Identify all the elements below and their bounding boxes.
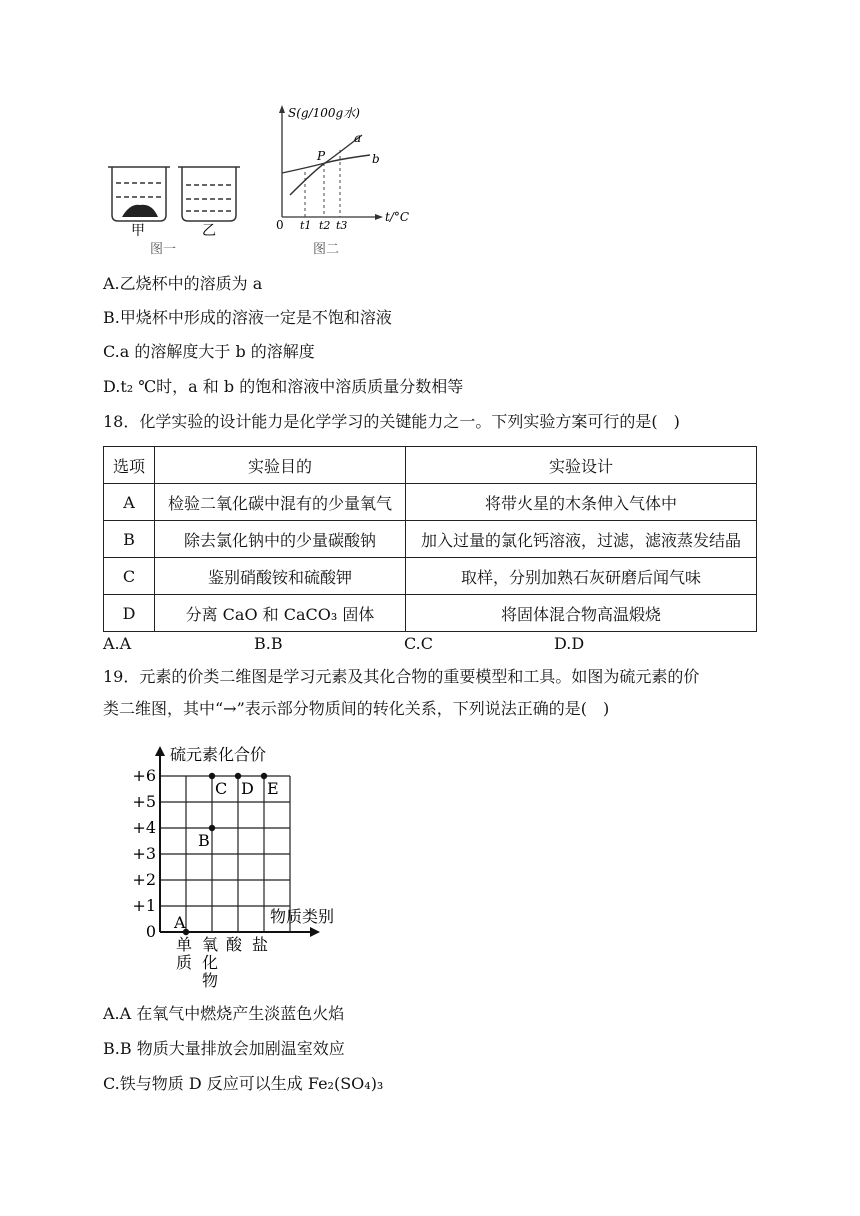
point-label: D — [241, 779, 254, 798]
table-cell: 除去氯化钠中的少量碳酸钠 — [155, 521, 406, 558]
q17-figure — [100, 95, 440, 260]
table-cell: 鉴别硝酸铵和硫酸钾 — [155, 558, 406, 595]
y-tick-label: +5 — [132, 792, 156, 811]
table-row — [104, 595, 757, 632]
table-header: 实验设计 — [406, 447, 757, 484]
q18-choice-c[interactable]: C.C — [404, 634, 433, 653]
tick-t1: t1 — [300, 219, 312, 232]
y-axis-title: 硫元素化合价 — [170, 745, 267, 764]
table-cell: 加入过量的氯化钙溶液，过滤，滤液蒸发结晶 — [406, 521, 757, 558]
curve-b — [282, 155, 370, 173]
y-tick-label: +2 — [132, 870, 156, 889]
table-cell: 将带火星的木条伸入气体中 — [406, 484, 757, 521]
x-category-label: 单 — [175, 935, 193, 954]
q18-stem: 18．化学实验的设计能力是化学学习的关键能力之一。下列实验方案可行的是( ) — [103, 412, 680, 431]
x-category-label: 物 — [201, 971, 219, 990]
y-axis-label: S(g/100g水) — [288, 106, 360, 120]
y-tick-label: 0 — [145, 922, 156, 941]
chart-tick-labels — [132, 766, 156, 941]
table-cell: 将固体混合物高温煅烧 — [406, 595, 757, 632]
table-cell: 分离 CaO 和 CaCO₃ 固体 — [155, 595, 406, 632]
curve-a-label: a — [354, 131, 362, 145]
beaker-label-jia: 甲 — [131, 223, 145, 239]
x-axis-label: t/°C — [385, 210, 410, 224]
table-header-row — [104, 447, 757, 484]
table-cell: B — [104, 521, 155, 558]
beaker-yi-icon — [178, 167, 240, 221]
curve-a — [290, 135, 362, 195]
x-axis-title: 物质类别 — [270, 907, 335, 926]
valence-chart — [130, 740, 360, 992]
table-row — [104, 521, 757, 558]
figure1-caption: 图一 — [149, 242, 177, 257]
q19-option-c[interactable]: C.铁与物质 D 反应可以生成 Fe₂(SO₄)₃ — [103, 1074, 384, 1093]
q19-stem-line1: 19．元素的价类二维图是学习元素及其化合物的重要模型和工具。如图为硫元素的价 — [103, 667, 700, 686]
q19-option-a[interactable]: A.A 在氧气中燃烧产生淡蓝色火焰 — [103, 1004, 345, 1023]
x-category-label: 质 — [175, 953, 193, 972]
figure2-caption: 图二 — [312, 242, 340, 257]
point-label: A — [174, 913, 186, 932]
q18-choice-d[interactable]: D.D — [554, 634, 585, 653]
q18-choice-a[interactable]: A.A — [103, 634, 132, 653]
q17-option-a[interactable]: A.乙烧杯中的溶质为 a — [103, 274, 263, 293]
beaker-jia-icon — [108, 167, 170, 221]
tick-t2: t2 — [319, 219, 331, 232]
x-axis-arrow-icon — [310, 927, 320, 937]
table-cell: 检验二氧化碳中混有的少量氧气 — [155, 484, 406, 521]
x-category-label: 盐 — [251, 935, 269, 954]
table-cell: C — [104, 558, 155, 595]
q18-table — [103, 446, 757, 632]
q19-stem-line2: 类二维图，其中“→”表示部分物质间的转化关系，下列说法正确的是( ) — [103, 699, 610, 718]
table-row — [104, 484, 757, 521]
x-category-label: 酸 — [225, 935, 243, 954]
y-tick-label: +3 — [132, 844, 156, 863]
x-category-label: 化 — [201, 953, 219, 972]
point-p-label: P — [317, 149, 326, 163]
table-cell: 取样，分别加熟石灰研磨后闻气味 — [406, 558, 757, 595]
x-category-label: 氧 — [201, 935, 219, 954]
q19-option-b[interactable]: B.B 物质大量排放会加剧温室效应 — [103, 1039, 345, 1058]
table-row — [104, 558, 757, 595]
y-tick-label: +4 — [132, 818, 156, 837]
q17-option-d[interactable]: D.t₂ ℃时，a 和 b 的饱和溶液中溶质质量分数相等 — [103, 377, 464, 396]
table-header: 选项 — [104, 447, 155, 484]
y-tick-label: +1 — [132, 896, 156, 915]
table-cell: A — [104, 484, 155, 521]
chart-category-labels — [176, 935, 268, 990]
y-axis-arrow-icon — [155, 746, 165, 756]
q17-option-c[interactable]: C.a 的溶解度大于 b 的溶解度 — [103, 342, 315, 361]
origin-label: 0 — [276, 218, 284, 232]
point-label: E — [267, 779, 279, 798]
point-label: C — [215, 779, 228, 798]
table-header: 实验目的 — [155, 447, 406, 484]
table-cell: D — [104, 595, 155, 632]
q17-option-b[interactable]: B.甲烧杯中形成的溶液一定是不饱和溶液 — [103, 308, 392, 327]
tick-t3: t3 — [336, 219, 348, 232]
curve-b-label: b — [372, 152, 380, 166]
y-tick-label: +6 — [132, 766, 156, 785]
solubility-graph — [276, 105, 409, 257]
beaker-label-yi: 乙 — [202, 223, 216, 239]
point-label: B — [198, 831, 210, 850]
q18-choice-b[interactable]: B.B — [254, 634, 283, 653]
